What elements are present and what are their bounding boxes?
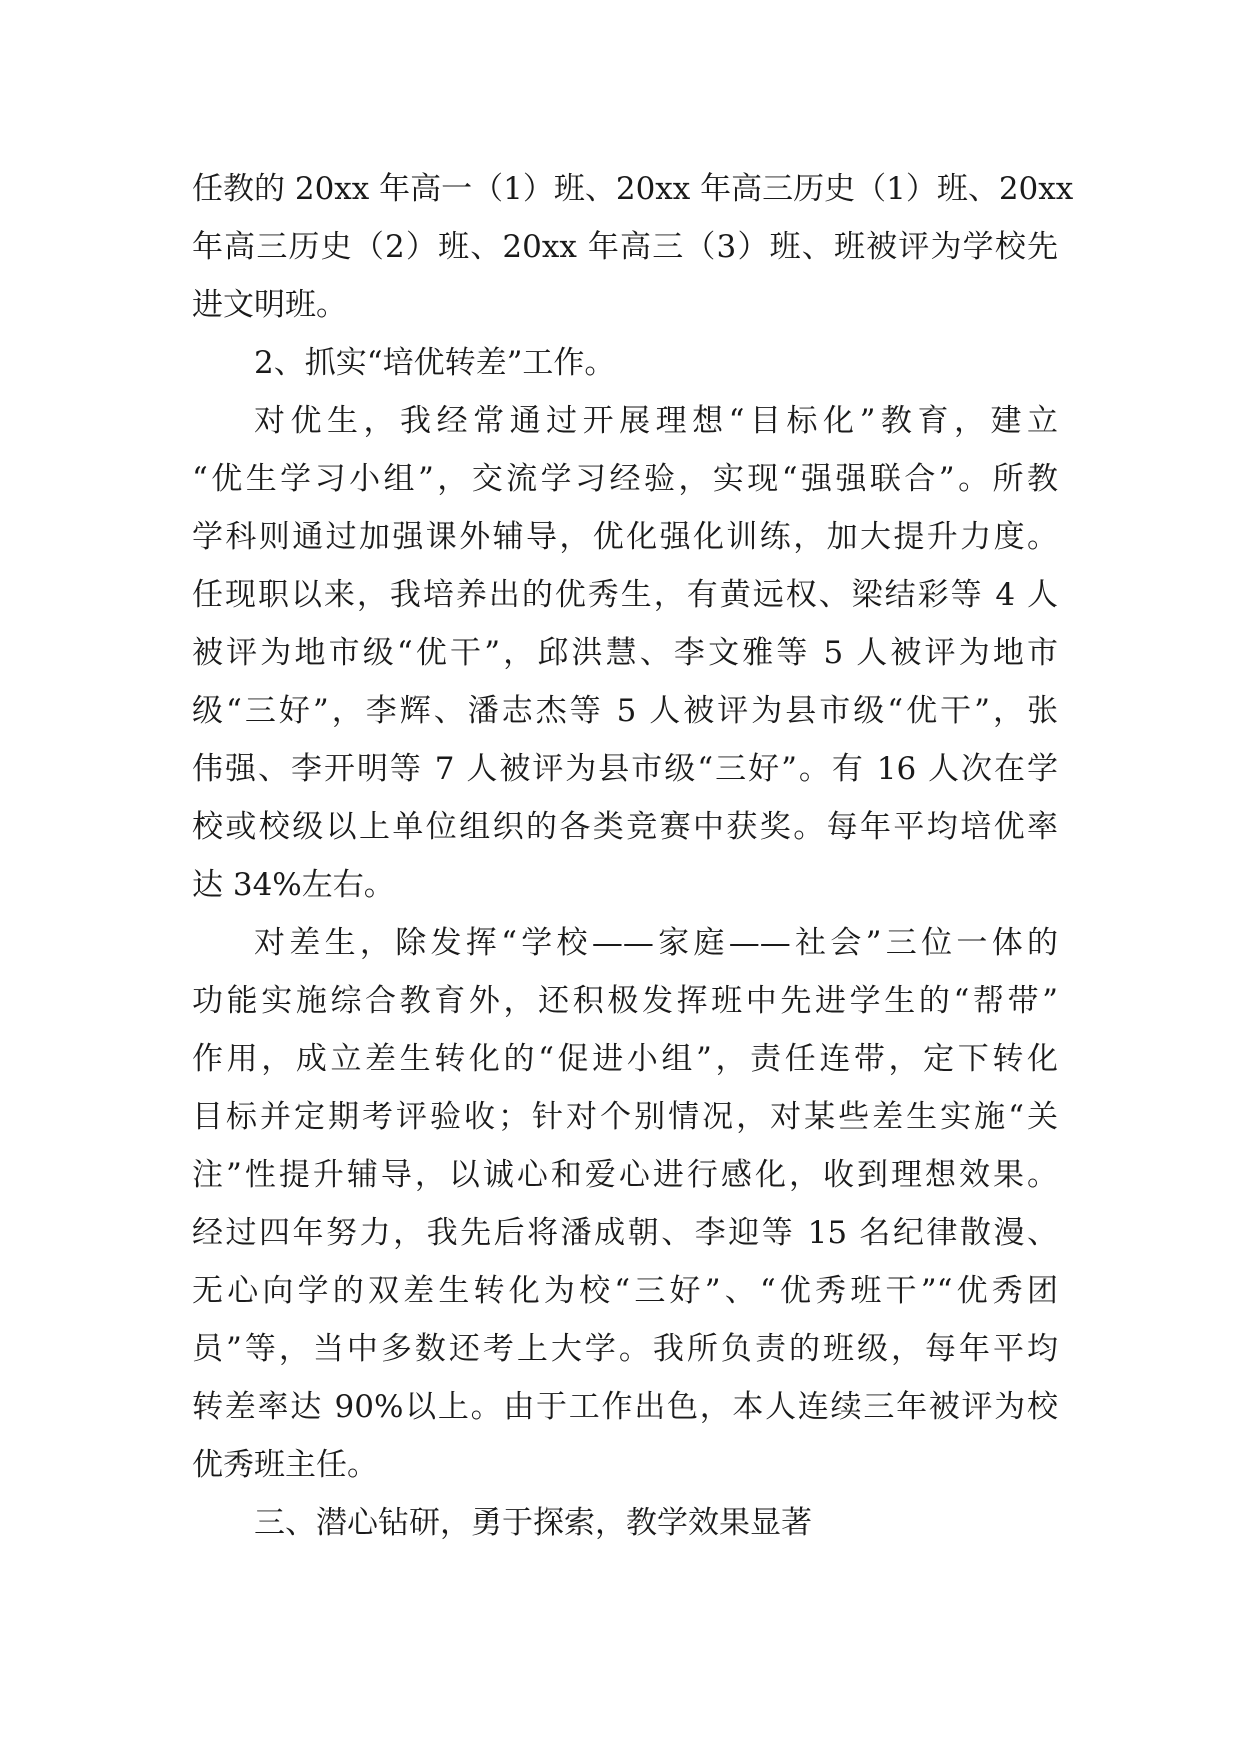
paragraph (192, 160, 1074, 334)
text-line: 达 34%左右。 (192, 867, 395, 903)
text-line: 三、潜心钻研，勇于探索，教学效果显著 (254, 1505, 812, 1541)
text-line: 学科则通过加强课外辅导，优化强化训练，加大提升力度。 (192, 519, 1058, 555)
text-line: “优生学习小组”，交流学习经验，实现“强强联合”。所教 (192, 461, 1058, 497)
text-line: 伟强、李开明等 7 人被评为县市级“三好”。有 16 人次在学 (192, 751, 1058, 787)
paragraph (192, 1494, 1058, 1552)
text-line: 优秀班主任。 (192, 1447, 378, 1483)
text-line: 任现职以来，我培养出的优秀生，有黄远权、梁结彩等 4 人 (192, 577, 1058, 613)
text-line: 注”性提升辅导，以诚心和爱心进行感化，收到理想效果。 (192, 1157, 1058, 1193)
text-line: 作用，成立差生转化的“促进小组”，责任连带，定下转化 (192, 1041, 1058, 1077)
text-line: 功能实施综合教育外，还积极发挥班中先进学生的“帮带” (192, 983, 1058, 1019)
document-page (192, 160, 1074, 1552)
text-line: 校或校级以上单位组织的各类竞赛中获奖。每年平均培优率 (192, 809, 1058, 845)
paragraph (192, 914, 1058, 1494)
text-line: 目标并定期考评验收；针对个别情况，对某些差生实施“关 (192, 1099, 1058, 1135)
text-line: 员”等，当中多数还考上大学。我所负责的班级，每年平均 (192, 1331, 1058, 1367)
text-line: 对优生，我经常通过开展理想“目标化”教育，建立 (254, 403, 1058, 439)
text-line: 无心向学的双差生转化为校“三好”、“优秀班干”“优秀团 (192, 1273, 1058, 1309)
text-line: 年高三历史（2）班、20xx 年高三（3）班、班被评为学校先 (192, 229, 1058, 265)
text-line: 对差生，除发挥“学校——家庭——社会”三位一体的 (254, 925, 1058, 961)
text-line: 2、抓实“培优转差”工作。 (254, 345, 616, 381)
text-line: 转差率达 90%以上。由于工作出色，本人连续三年被评为校 (192, 1389, 1058, 1425)
paragraph (192, 392, 1058, 914)
text-line: 被评为地市级“优干”，邱洪慧、李文雅等 5 人被评为地市 (192, 635, 1059, 671)
text-line: 级“三好”，李辉、潘志杰等 5 人被评为县市级“优干”，张 (192, 693, 1058, 729)
paragraph (192, 334, 1058, 392)
text-line: 任教的 20xx 年高一（1）班、20xx 年高三历史（1）班、20xx (192, 171, 1074, 207)
text-line: 进文明班。 (192, 287, 347, 323)
text-line: 经过四年努力，我先后将潘成朝、李迎等 15 名纪律散漫、 (192, 1215, 1058, 1251)
